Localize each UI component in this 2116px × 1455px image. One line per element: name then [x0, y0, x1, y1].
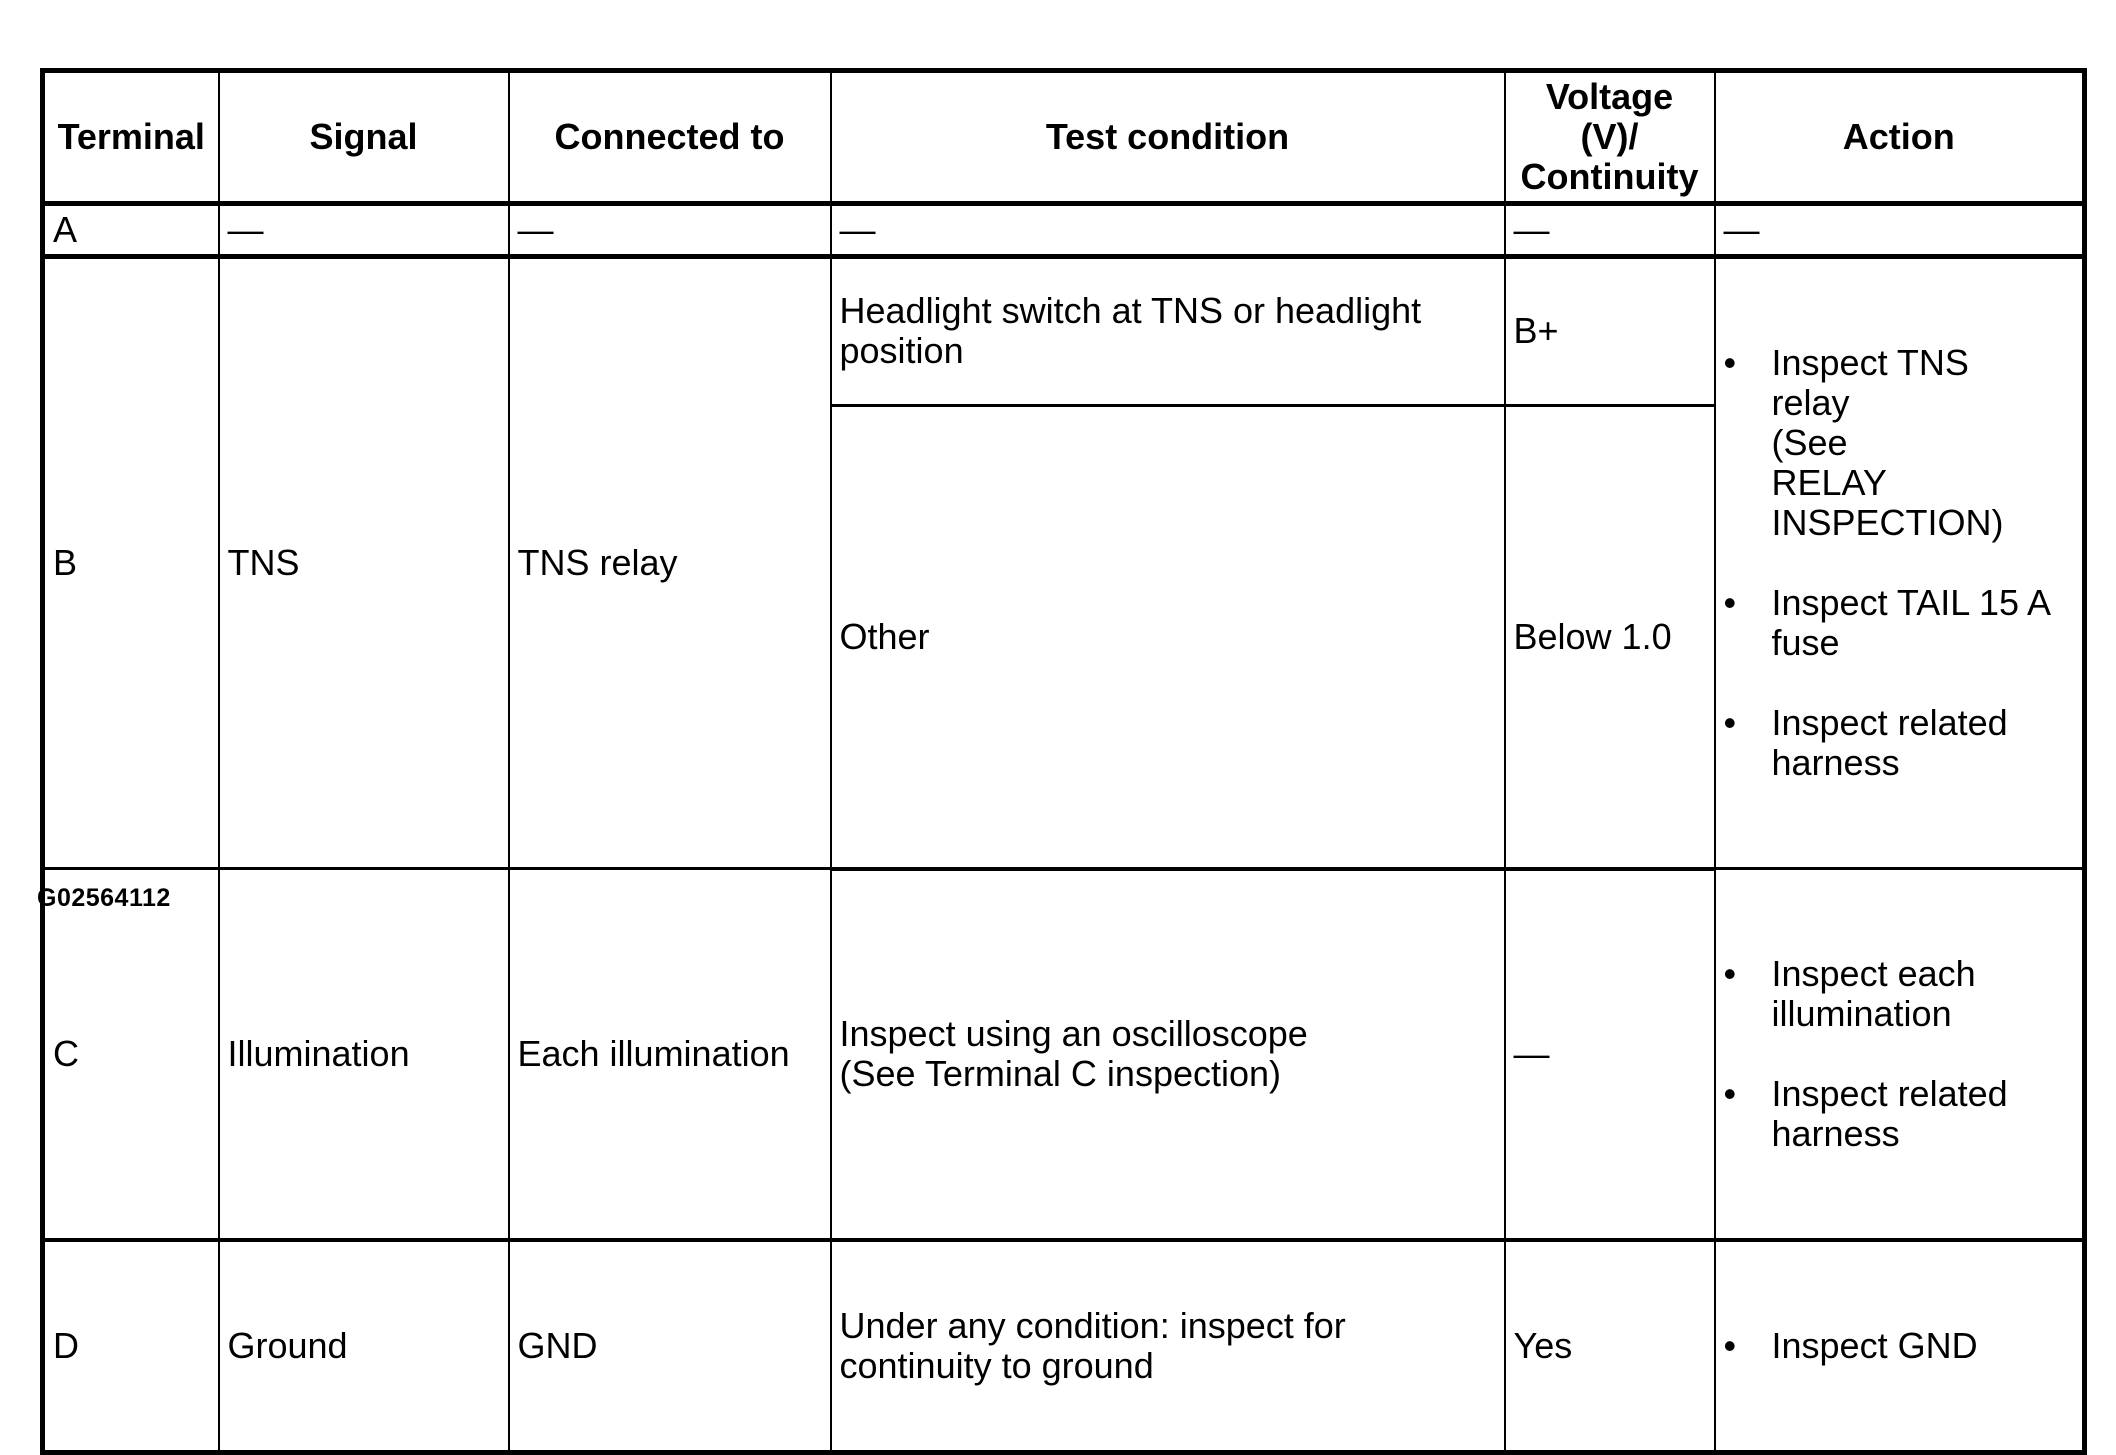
action-item: • Inspect GND	[1724, 1326, 2075, 1366]
cell-c-connected-to: Each illumination	[509, 869, 831, 1241]
cell-c-voltage: —	[1505, 869, 1715, 1241]
cell-d-action	[1715, 1240, 2085, 1453]
cell-b-test-condition-2: Other	[831, 405, 1505, 868]
table-row-b-sub1	[43, 257, 2085, 406]
action-item: • Inspect TAIL 15 A fuse	[1724, 583, 2075, 663]
cell-b-voltage-2: Below 1.0	[1505, 405, 1715, 868]
col-header-connected-to: Connected to	[509, 71, 831, 204]
cell-b-connected-to: TNS relay	[509, 257, 831, 869]
col-header-terminal: Terminal	[43, 71, 219, 204]
terminal-inspection-table	[40, 68, 2087, 1455]
cell-d-voltage: Yes	[1505, 1240, 1715, 1453]
figure-id: G02564112	[37, 884, 171, 912]
cell-a-terminal: A	[43, 204, 219, 257]
table-row-a	[43, 204, 2085, 257]
cell-b-voltage-1: B+	[1505, 257, 1715, 406]
cell-d-signal: Ground	[219, 1240, 509, 1453]
col-header-signal: Signal	[219, 71, 509, 204]
table-row-c	[43, 869, 2085, 1241]
cell-c-terminal: C	[43, 869, 219, 1241]
cell-a-connected-to: —	[509, 204, 831, 257]
cell-d-terminal: D	[43, 1240, 219, 1453]
col-header-action: Action	[1715, 71, 2085, 204]
col-header-test-condition: Test condition	[831, 71, 1505, 204]
table-row-d	[43, 1240, 2085, 1453]
action-list-d	[1724, 1286, 2075, 1406]
col-header-voltage-continuity: Voltage (V)/ Continuity	[1505, 71, 1715, 204]
header-row	[43, 71, 2085, 204]
cell-a-voltage: —	[1505, 204, 1715, 257]
cell-b-action	[1715, 257, 2085, 869]
cell-a-signal: —	[219, 204, 509, 257]
cell-a-test-condition: —	[831, 204, 1505, 257]
cell-b-signal: TNS	[219, 257, 509, 869]
action-item: • Inspect related harness	[1724, 1074, 2075, 1154]
cell-d-connected-to: GND	[509, 1240, 831, 1453]
action-item: • Inspect each illumination	[1724, 954, 2075, 1034]
cell-a-action: —	[1715, 204, 2085, 257]
action-item: • Inspect TNS relay (See RELAY INSPECTION)	[1724, 343, 2075, 543]
cell-c-test-condition: Inspect using an oscilloscope (See Terminal C inspection)	[831, 869, 1505, 1241]
cell-c-action	[1715, 869, 2085, 1241]
cell-c-signal: Illumination	[219, 869, 509, 1241]
cell-b-test-condition-1: Headlight switch at TNS or headlight position	[831, 257, 1505, 406]
action-list-b	[1724, 303, 2075, 823]
action-list-c	[1724, 914, 2075, 1194]
cell-b-terminal: B	[43, 257, 219, 869]
cell-d-test-condition: Under any condition: inspect for continuity to ground	[831, 1240, 1505, 1453]
action-item: • Inspect related harness	[1724, 703, 2075, 783]
